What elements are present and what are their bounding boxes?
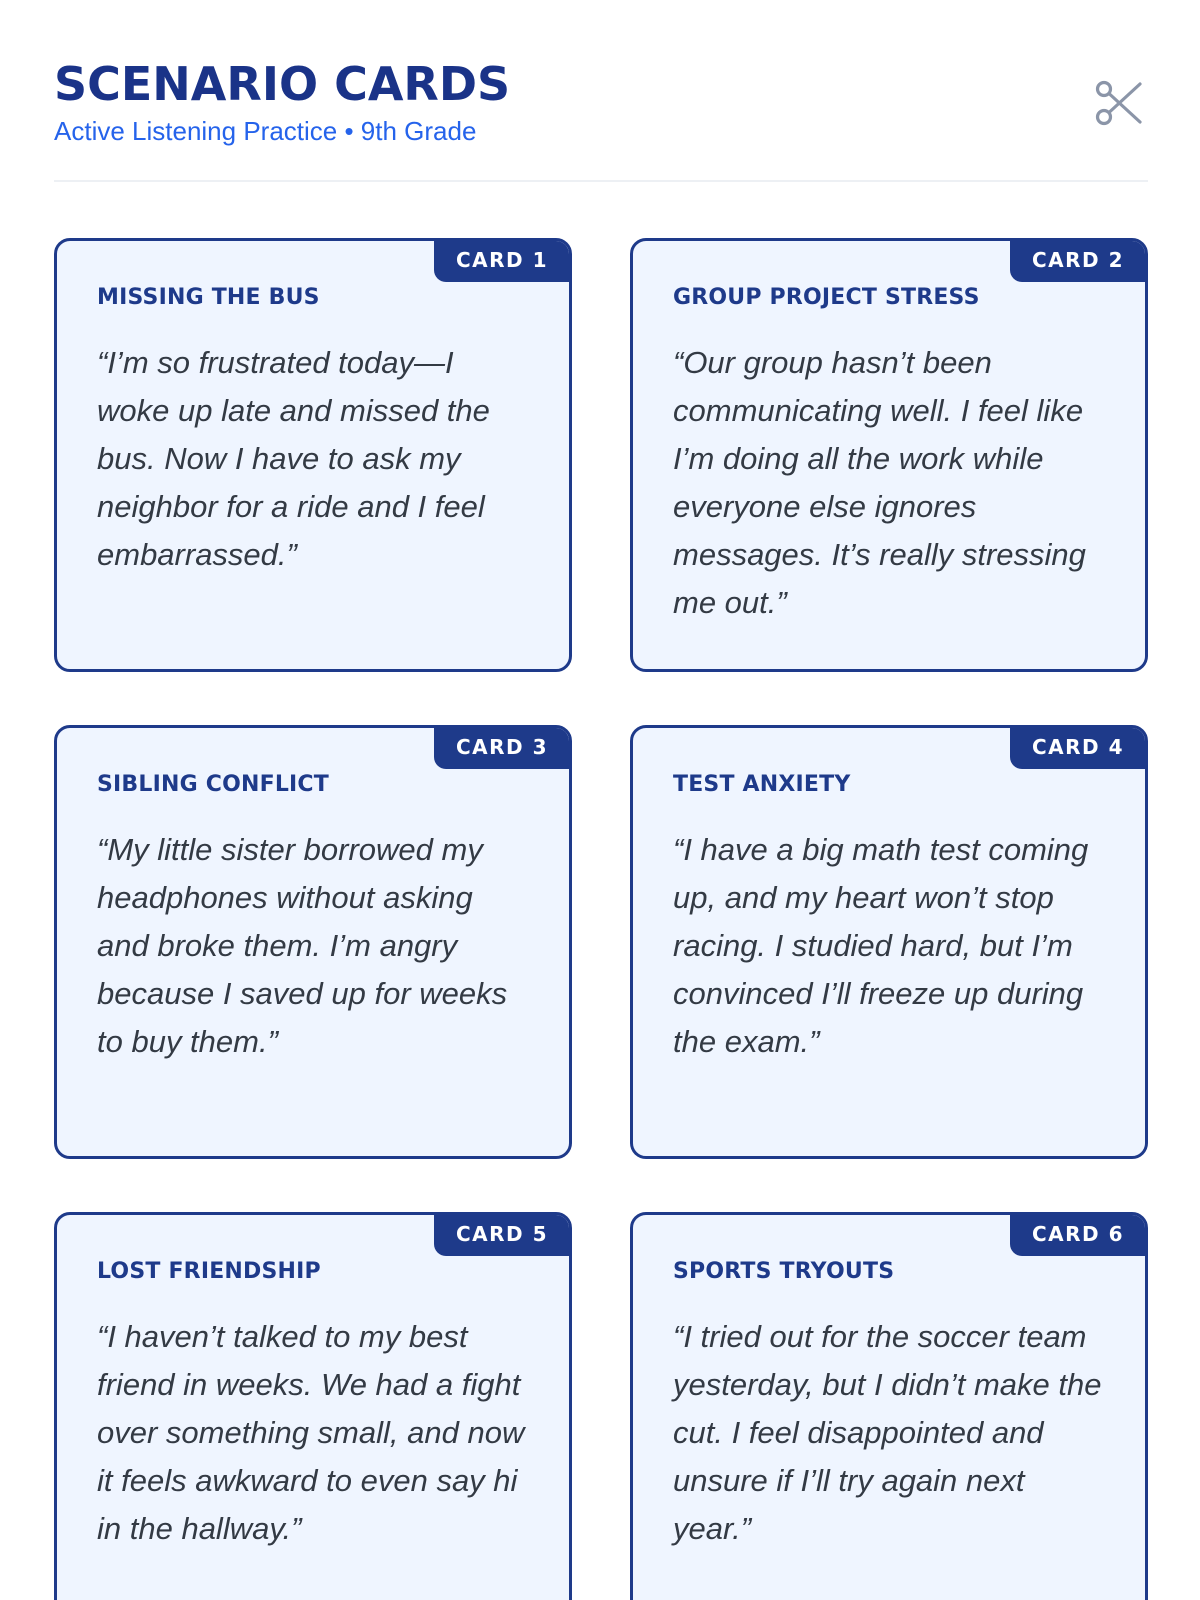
card-number-badge: CARD 1: [434, 240, 570, 282]
scenario-card: [630, 1212, 1148, 1600]
scenario-card-grid: [54, 238, 1148, 1600]
scissors-icon: [1094, 78, 1144, 128]
card-title: TEST ANXIETY: [673, 772, 851, 797]
card-number-badge: CARD 2: [1010, 240, 1146, 282]
card-title: SIBLING CONFLICT: [97, 772, 329, 797]
scenario-card: [54, 725, 572, 1159]
card-quote: “My little sister borrowed my headphones without asking and broke them. I’m angry because I saved up for weeks to buy them.”: [97, 832, 508, 1059]
card-quote: “I’m so frustrated today—I woke up late and missed the bus. Now I have to ask my neighbor for a ride and I feel embarrassed.”: [97, 345, 490, 572]
card-quote: “Our group hasn’t been communicating well. I feel like I’m doing all the work while everyone else ignores messages. It’s really stressing me out.”: [673, 345, 1086, 620]
card-number-badge: CARD 4: [1010, 727, 1146, 769]
scenario-card: [630, 725, 1148, 1159]
scenario-card: [54, 238, 572, 672]
scenario-card: [630, 238, 1148, 672]
scenario-card: [54, 1212, 572, 1600]
card-quote: “I haven’t talked to my best friend in weeks. We had a fight over something small, and now it feels awkward to even say hi in the hallway.”: [97, 1319, 525, 1546]
card-quote: “I tried out for the soccer team yesterday, but I didn’t make the cut. I feel disappointed and unsure if I’ll try again next year.”: [673, 1319, 1102, 1546]
card-title: SPORTS TRYOUTS: [673, 1259, 895, 1284]
card-number-badge: CARD 5: [434, 1214, 570, 1256]
card-title: LOST FRIENDSHIP: [97, 1259, 321, 1284]
card-number-badge: CARD 6: [1010, 1214, 1146, 1256]
card-number-badge: CARD 3: [434, 727, 570, 769]
page-header: [54, 56, 1148, 182]
page-subtitle: Active Listening Practice • 9th Grade: [54, 116, 477, 146]
card-quote: “I have a big math test coming up, and my heart won’t stop racing. I studied hard, but I’m convinced I’ll freeze up during the exam.”: [673, 832, 1089, 1059]
card-title: GROUP PROJECT STRESS: [673, 285, 980, 310]
page-title: SCENARIO CARDS: [54, 57, 511, 111]
card-title: MISSING THE BUS: [97, 285, 320, 310]
